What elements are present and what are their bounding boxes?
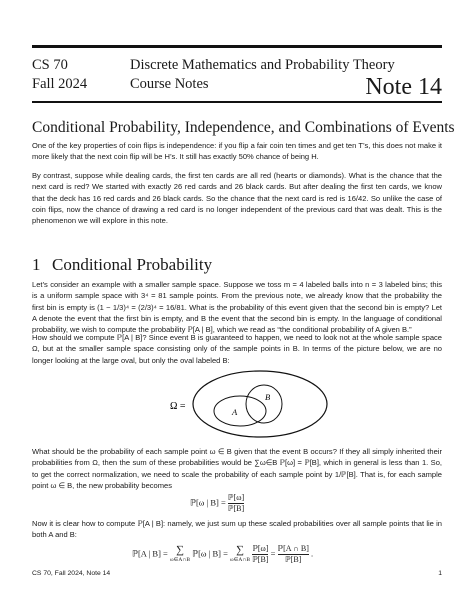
section-title: Conditional Probability, Independence, and Combinations of Events bbox=[32, 119, 455, 136]
eq2-numerator2: ℙ[A ∩ B] bbox=[277, 544, 309, 553]
header-title-line1: Discrete Mathematics and Probability Theory bbox=[130, 57, 395, 73]
event-a-label: A bbox=[232, 407, 238, 417]
eq2-sum1 bbox=[170, 545, 190, 565]
eq2-lhs: ℙ[A | B] = bbox=[132, 548, 168, 559]
subsection-number: 1 bbox=[32, 255, 41, 274]
header-bottom-rule bbox=[32, 101, 442, 103]
eq2-mid: ℙ[ω | B] = bbox=[192, 548, 228, 559]
footer-page-number: 1 bbox=[438, 570, 442, 577]
omega-label: Ω = bbox=[170, 401, 186, 412]
eq2-equals: = bbox=[270, 548, 276, 559]
subsection-heading bbox=[32, 255, 212, 275]
eq2-sum2 bbox=[230, 545, 250, 565]
paragraph-text: Now it is clear how to compute ℙ[A | B]: namely, we just sum up these scaled probabilities over all sample points that lie in both A and B: bbox=[32, 519, 442, 540]
header-course: CS 70 bbox=[32, 57, 68, 73]
eq1-numerator: ℙ[ω] bbox=[227, 493, 245, 502]
eq2-fraction2 bbox=[278, 544, 309, 565]
header-note-number: Note 14 bbox=[365, 74, 442, 100]
footer-left: CS 70, Fall 2024, Note 14 bbox=[32, 570, 111, 577]
header-term: Fall 2024 bbox=[32, 76, 88, 92]
sum-subscript: ω∈A∩B bbox=[169, 556, 190, 563]
paragraph-text: How should we compute ℙ[A | B]? Since event B is guaranteed to happen, we need to look not at the whole sample space Ω, but at the smaller sample space consisting only of the sample points in B. In terms of the picture below, we are no longer looking at the large oval, but only the oval labeled B: bbox=[32, 333, 442, 365]
sample-space-oval bbox=[193, 371, 327, 437]
subsection-title: Conditional Probability bbox=[52, 255, 213, 274]
paragraph-normalization bbox=[32, 446, 442, 491]
eq2-period: . bbox=[311, 548, 314, 559]
venn-diagram bbox=[32, 366, 442, 441]
header-title-line2: Course Notes bbox=[130, 76, 209, 92]
paragraph-independence bbox=[32, 140, 442, 163]
paragraph-text: Let’s consider an example with a smaller sample space. Suppose we toss m = 4 labeled balls into n = 3 labeled bins; this is a uniform sample space with 3⁴ = 81 sample points. From the previous note, we already know that the probability the first bin is empty is (1 − 1/3)⁴ = (2/3)⁴ = 16/81. What is the probability of this event given that the second bin is empty? Let A denote the event that the first bin is empty, and B the event that the second bin is empty. In the language of conditional probability, we wish to compute the probability ℙ[A | B], which we read as “the conditional probability of A given B.” bbox=[32, 280, 442, 335]
eq2-denominator2: ℙ[B] bbox=[285, 555, 302, 564]
sum-symbol: ∑ bbox=[176, 543, 184, 556]
paragraph-text: One of the key properties of coin flips is independence: if you flip a fair coin ten times and get ten T’s, this does not make it more likely that the next coin flip will be H’s. It still has exactly 50% chance of being H. bbox=[32, 141, 442, 162]
event-a-oval bbox=[214, 396, 266, 426]
paragraph-text: By contrast, suppose while dealing cards, the first ten cards are all red (hearts or diamonds). What is the chance that the next card is red? We started with exactly 26 red cards and 26 black cards. But after dealing the first ten cards, we know that the deck has 16 red cards and 26 black cards. So the chance that the next card is red is 16/42. So unlike the case of coin flips, now the chance of drawing a red card is no longer independent of the previous card that was dealt. This is the phenomenon we will explore in this note. bbox=[32, 171, 442, 226]
paragraph-text: What should be the probability of each sample point ω ∈ B given that the event B occurs? If they all simply inherited their probabilities from Ω, then the sum of these probabilities would be ∑ω∈B ℙ[ω] = ℙ[B], which in general is less than 1. So, to get the correct normalization, we need to scale the probability of each sample point by 1/ℙ[B]. That is, for each sample point ω ∈ B, the new probability becomes bbox=[32, 447, 442, 490]
paragraph-cards bbox=[32, 170, 442, 226]
equation-conditional-event bbox=[132, 544, 313, 565]
eq2-fraction1 bbox=[252, 544, 268, 565]
eq2-denominator1: ℙ[B] bbox=[252, 555, 269, 564]
paragraph-sum bbox=[32, 518, 442, 541]
eq1-denominator: ℙ[B] bbox=[227, 504, 245, 513]
sum-symbol: ∑ bbox=[236, 543, 244, 556]
paragraph-compute bbox=[32, 332, 442, 366]
eq1-fraction bbox=[228, 493, 244, 514]
header-top-rule bbox=[32, 45, 442, 48]
eq2-numerator1: ℙ[ω] bbox=[252, 544, 269, 553]
page bbox=[32, 0, 455, 613]
equation-conditional-point bbox=[190, 493, 244, 514]
eq1-lhs: ℙ[ω | B] = bbox=[190, 497, 226, 508]
event-b-label: B bbox=[265, 392, 271, 402]
paragraph-balls-bins bbox=[32, 279, 442, 335]
sum-subscript: ω∈A∩B bbox=[230, 556, 251, 563]
